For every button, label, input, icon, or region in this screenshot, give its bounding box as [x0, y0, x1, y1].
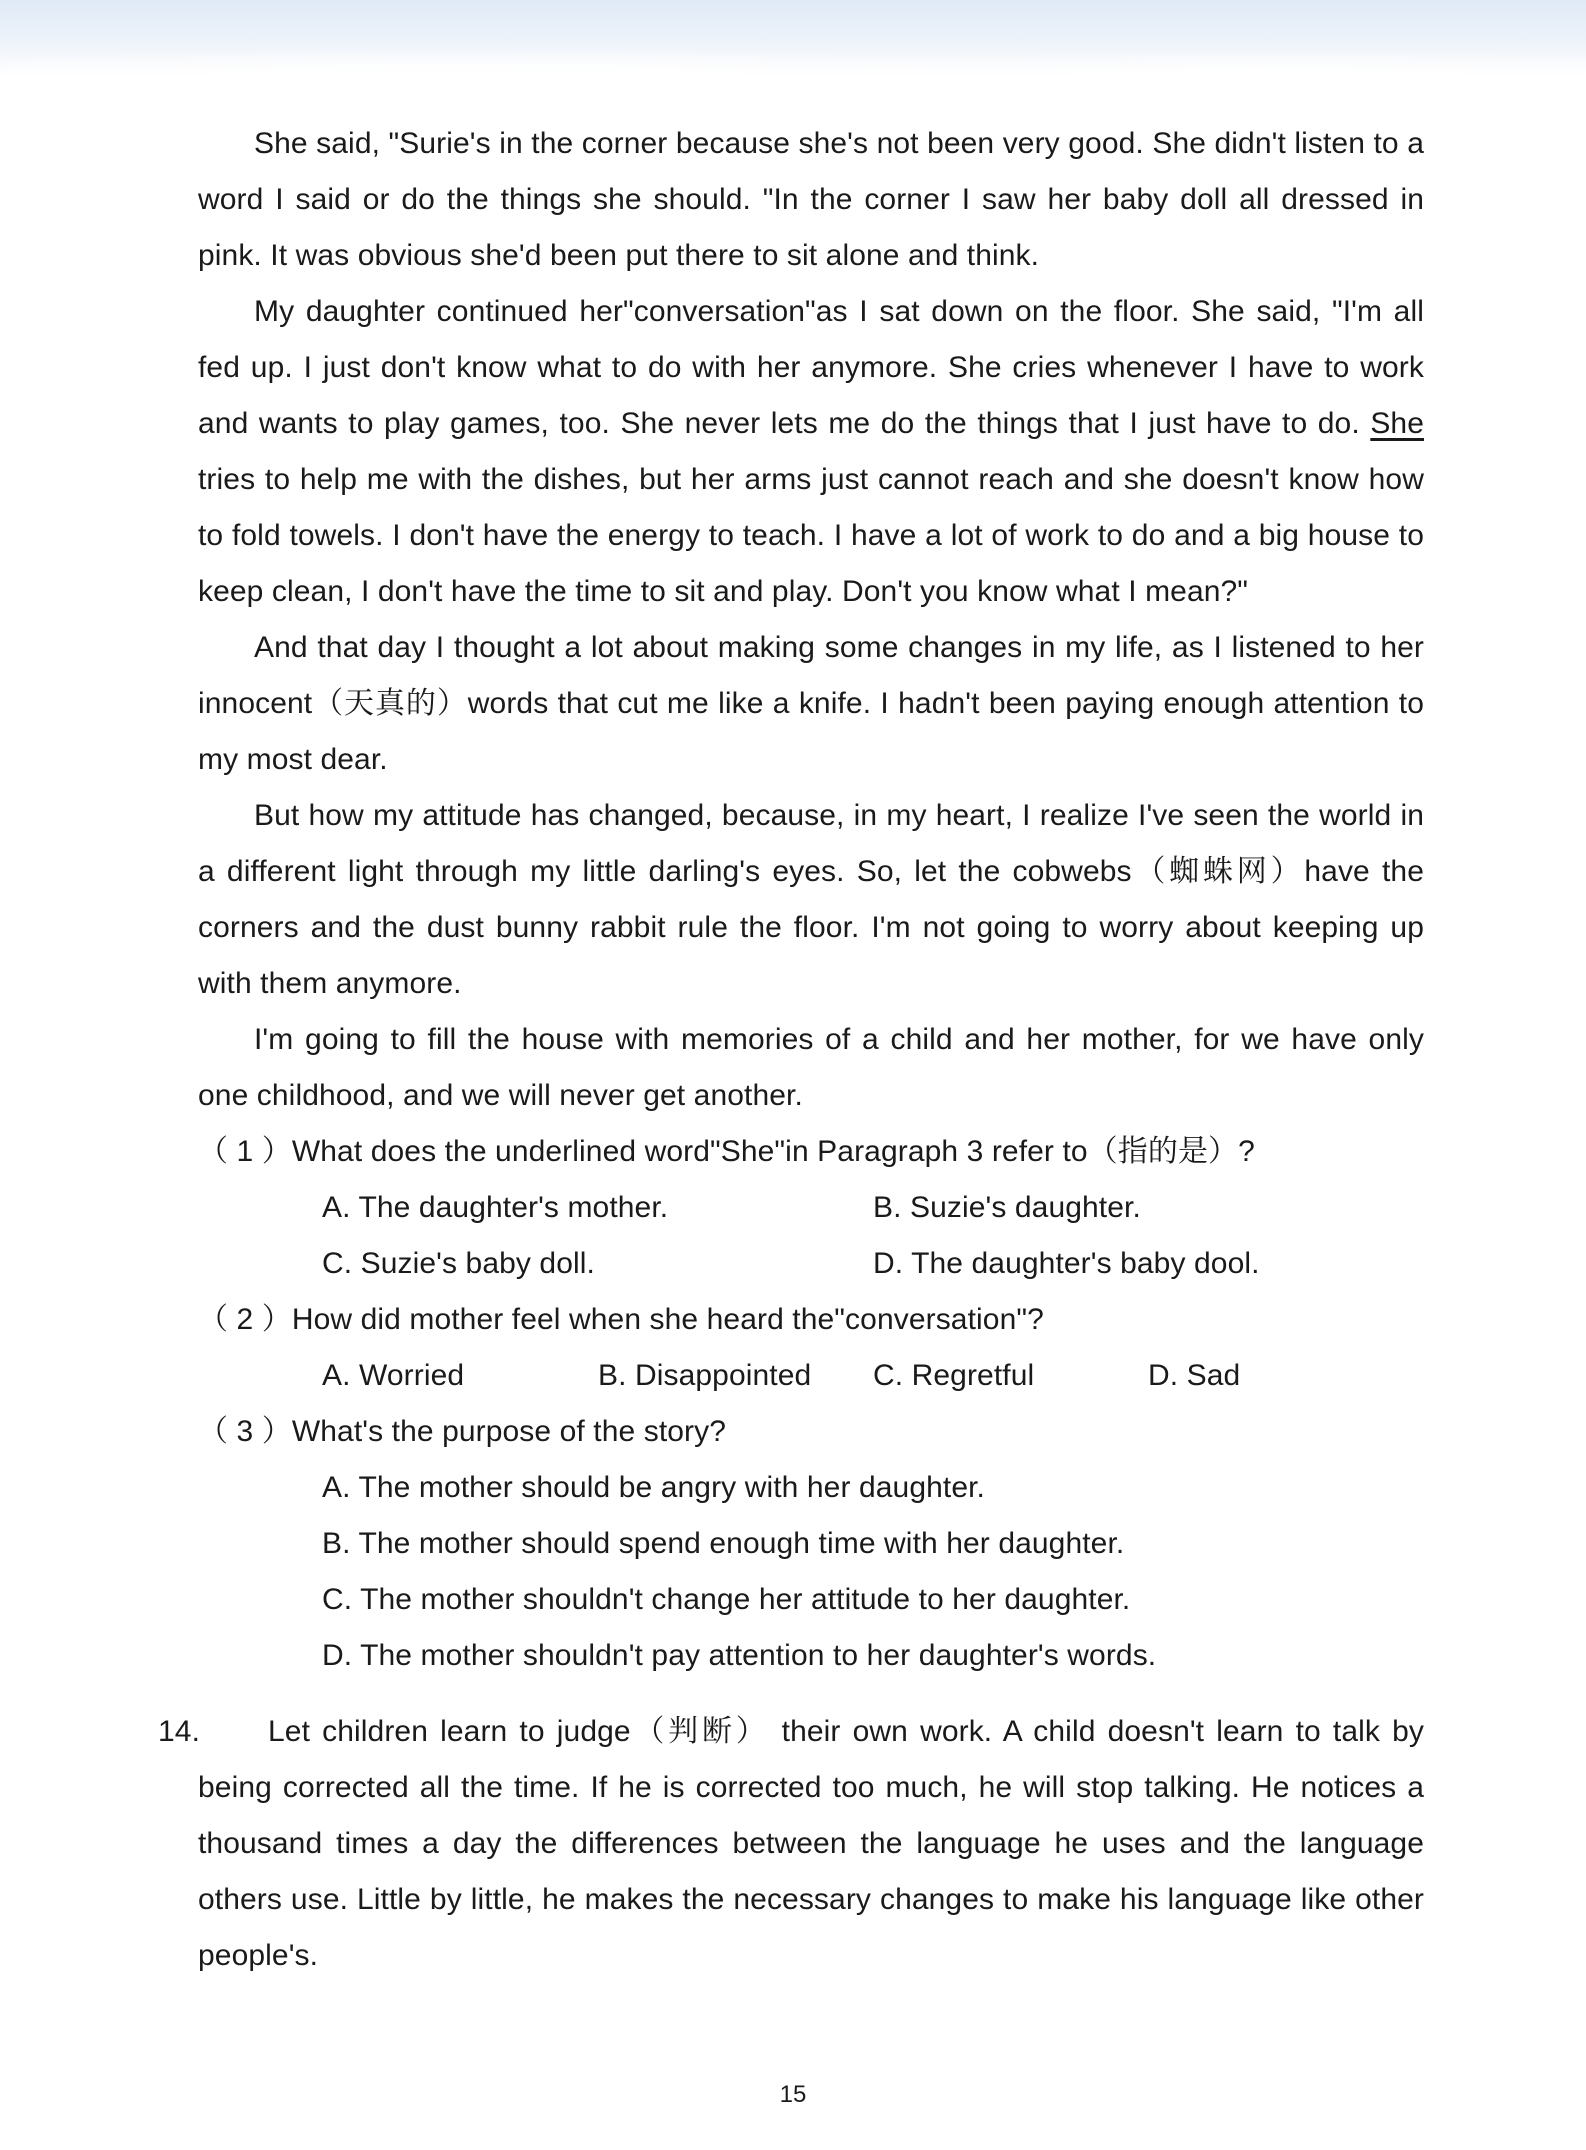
- option-d: D. Sad: [1148, 1359, 1241, 1392]
- paragraph-1-text: She said, "Surie's in the corner because she's not been very good. She didn't listen to a word I said or do the things she should. "In the corner I saw her baby doll all dressed in pink. It was obvious she'd been put there to sit alone and think.: [198, 127, 1424, 272]
- option-a: A. Worried: [322, 1359, 465, 1392]
- paragraph-4: [198, 788, 1424, 1012]
- question-number: 14.: [158, 1715, 201, 1748]
- underlined-word: She: [1370, 407, 1424, 440]
- header-band: [0, 0, 1586, 76]
- option-row: [198, 1180, 1424, 1236]
- paragraph-3: [198, 620, 1424, 788]
- option-b: B. Suzie's daughter.: [873, 1191, 1141, 1224]
- option-row: [198, 1236, 1424, 1292]
- question-stem: （ 2 ）How did mother feel when she heard the"conversation"?: [198, 1303, 1044, 1336]
- option-c: C. Regretful: [873, 1359, 1035, 1392]
- option-d: D. The mother shouldn't pay attention to her daughter's words.: [322, 1639, 1157, 1672]
- question-stem: （ 1 ）What does the underlined word"She"in Paragraph 3 refer to（指的是）?: [198, 1135, 1255, 1168]
- question-14: [158, 1704, 1424, 1984]
- question-3: [198, 1404, 1424, 1684]
- document-body: [158, 116, 1424, 1984]
- option-a: A. The mother should be angry with her daughter.: [322, 1471, 985, 1504]
- paragraph-5: [198, 1012, 1424, 1124]
- paragraph-1: [198, 116, 1424, 284]
- paragraph-2: [198, 284, 1424, 620]
- question-stem: （ 3 ）What's the purpose of the story?: [198, 1415, 727, 1448]
- option-d: D. The daughter's baby dool.: [873, 1247, 1260, 1280]
- question-14-text: Let children learn to judge（判断） their own work. A child doesn't learn to talk by being corrected all the time. If he is corrected too much, he will stop talking. He notices a thousand times a day the differences between the language he uses and the language others use. Little by little, he makes the necessary changes to make his language like other people's.: [198, 1715, 1424, 1972]
- paragraph-4-text: But how my attitude has changed, because, in my heart, I realize I've seen the world in a different light through my little darling's eyes. So, let the cobwebs（蜘蛛网）have the corners and the dust bunny rabbit rule the floor. I'm not going to worry about keeping up with them anymore.: [198, 799, 1424, 1000]
- question-2: [198, 1292, 1424, 1404]
- option-b: B. The mother should spend enough time with her daughter.: [322, 1527, 1125, 1560]
- paragraph-2-text-a: My daughter continued her"conversation"as I sat down on the floor. She said, "I'm all fed up. I just don't know what to do with her anymore. She cries whenever I have to work and wants to play games, too. She never lets me do the things that I just have to do.: [198, 295, 1424, 440]
- option-row: [198, 1348, 1424, 1404]
- paragraph-3-text: And that day I thought a lot about making some changes in my life, as I listened to her innocent（天真的）words that cut me like a knife. I hadn't been paying enough attention to my most dear.: [198, 631, 1424, 776]
- paragraph-2-text-b: tries to help me with the dishes, but her arms just cannot reach and she doesn't know how to fold towels. I don't have the energy to teach. I have a lot of work to do and a big house to keep clean, I don't have the time to sit and play. Don't you know what I mean?": [198, 463, 1424, 608]
- paragraph-5-text: I'm going to fill the house with memories of a child and her mother, for we have only one childhood, and we will never get another.: [198, 1023, 1424, 1112]
- question-1: [198, 1124, 1424, 1292]
- option-c: C. The mother shouldn't change her attitude to her daughter.: [322, 1583, 1131, 1616]
- option-a: A. The daughter's mother.: [322, 1191, 669, 1224]
- page-number: 15: [779, 2081, 807, 2108]
- option-c: C. Suzie's baby doll.: [322, 1247, 595, 1280]
- option-b: B. Disappointed: [598, 1359, 812, 1392]
